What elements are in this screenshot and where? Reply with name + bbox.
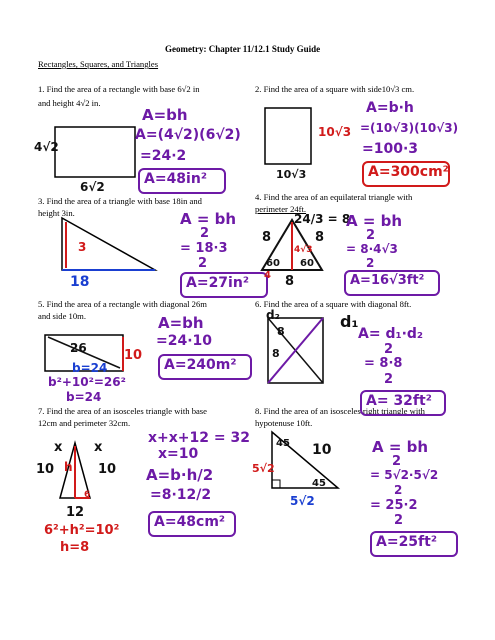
p5-diag-label: 26 — [70, 341, 87, 355]
p3-answer: A=27in² — [186, 275, 249, 291]
p1-work-3: =24·2 — [140, 148, 187, 164]
problem-7-text: 7. Find the area of an isosceles triangle with base — [38, 406, 207, 416]
p8-work-2: 2 — [392, 454, 402, 469]
p3-height-label: 3 — [78, 240, 87, 254]
page-title: Geometry: Chapter 11/12.1 Study Guide — [165, 44, 321, 54]
p6-answer: A= 32ft² — [366, 393, 432, 409]
p2-work-3: =100·3 — [362, 141, 419, 157]
p8-angle-top: 45 — [276, 438, 290, 449]
p7-below-1: 6²+h²=10² — [44, 523, 120, 538]
p8-leg-left: 5√2 — [252, 462, 275, 475]
p8-right-angle — [272, 480, 280, 488]
p2-work-1: A=b·h — [366, 100, 414, 116]
p5-below-2: b=24 — [66, 390, 102, 404]
p7-below-2: h=8 — [60, 540, 90, 555]
problem-5-text: 5. Find the area of a rectangle with diagonal 26m — [38, 299, 207, 309]
p8-work-5: = 25·2 — [370, 498, 418, 513]
p4-work-4: 2 — [366, 256, 375, 270]
p7-h-label: h — [64, 460, 73, 474]
problem-4-text-2: perimeter 24ft. — [255, 204, 307, 214]
p7-ten-right: 10 — [98, 462, 117, 477]
problem-3-text-2: height 3in. — [38, 208, 75, 218]
p8-answer: A=25ft² — [376, 534, 437, 550]
p7-x-left: x — [54, 440, 63, 455]
p6-label-a: 8 — [277, 325, 285, 338]
p3-work-1: A = bh — [180, 210, 237, 228]
p7-top-work-1: x+x+12 = 32 — [148, 430, 250, 446]
p6-work-1: A= d₁·d₂ — [358, 326, 424, 342]
problem-2-text: 2. Find the area of a square with side10√3 cm. — [255, 84, 415, 94]
problem-6-text: 6. Find the area of a square with diagonal 8ft. — [255, 299, 412, 309]
p2-work-2: =(10√3)(10√3) — [360, 121, 459, 135]
p5-work-2: =24·10 — [156, 333, 213, 349]
p4-altitude-label: 4√3 — [294, 245, 313, 255]
p8-leg-bottom: 5√2 — [290, 494, 315, 508]
p4-left-label: 8 — [262, 230, 272, 245]
problem-8-text-2: hypotenuse 10ft. — [255, 418, 313, 428]
p8-work-4: 2 — [394, 483, 403, 497]
p2-side-label: 10√3 — [318, 125, 352, 139]
p7-answer: A=48cm² — [154, 514, 226, 530]
p2-square — [265, 108, 311, 164]
p3-base-label: 18 — [70, 274, 90, 290]
p7-base-label: 12 — [66, 505, 85, 520]
p6-work-2: 2 — [384, 342, 394, 357]
p8-hyp-label: 10 — [312, 442, 332, 458]
p8-work-1: A = bh — [372, 438, 429, 456]
p6-work-3: = 8·8 — [364, 356, 403, 371]
p7-top-work-2: x=10 — [158, 446, 199, 462]
problem-3-text: 3. Find the area of a triangle with base 18in and — [38, 196, 202, 206]
p3-triangle — [62, 218, 155, 270]
p1-base-label: 6√2 — [80, 180, 105, 194]
p5-side-label: 10 — [124, 348, 143, 363]
p1-height-label: 4√2 — [34, 140, 59, 154]
p2-answer: A=300cm² — [368, 164, 449, 180]
p5-work-1: A=bh — [158, 314, 204, 332]
p3-work-3: = 18·3 — [180, 241, 228, 256]
p8-work-3: = 5√2·5√2 — [370, 468, 439, 482]
p1-work-1: A=bh — [142, 106, 188, 124]
problem-1-text: 1. Find the area of a rectangle with base 6√2 in — [38, 84, 200, 94]
p7-work-1: A=b·h/2 — [146, 466, 214, 484]
section-subtitle: Rectangles, Squares, and Triangles — [38, 59, 159, 69]
problem-1-text-2: and height 4√2 in. — [38, 98, 101, 108]
p4-right-label: 8 — [315, 230, 325, 245]
p8-angle-right: 45 — [312, 478, 326, 489]
p1-answer: A=48in² — [144, 171, 207, 187]
problem-8-text: 8. Find the area of an isosceles right triangle with — [255, 406, 425, 416]
p4-angle-right: 60 — [300, 258, 314, 269]
p4-answer: A=16√3ft² — [350, 273, 425, 288]
p4-work-2: 2 — [366, 228, 376, 243]
p7-x-right: x — [94, 440, 103, 455]
p4-work-3: = 8·4√3 — [346, 242, 398, 256]
p5-below-1: b²+10²=26² — [48, 375, 126, 389]
p6-d1-label: d₁ — [340, 312, 359, 331]
p3-work-2: 2 — [200, 226, 210, 241]
p2-bottom-label: 10√3 — [276, 168, 307, 181]
p6-d2-label: d₂ — [266, 308, 280, 322]
p4-half-label: 4 — [264, 270, 271, 281]
problem-5-text-2: and side 10m. — [38, 311, 86, 321]
p4-base-label: 8 — [285, 274, 295, 289]
p1-work-2: A=(4√2)(6√2) — [135, 127, 241, 143]
p5-b-label: b=24 — [72, 361, 108, 375]
p4-note: 24/3 = 8 — [294, 212, 351, 226]
problem-7-text-2: 12cm and perimeter 32cm. — [38, 418, 131, 428]
p6-label-b: 8 — [272, 347, 280, 360]
p4-work-1: A = bh — [346, 212, 403, 230]
p7-six-label: 6 — [84, 490, 91, 500]
p7-ten-left: 10 — [36, 462, 55, 477]
p1-rectangle — [55, 127, 135, 177]
p7-work-2: =8·12/2 — [150, 487, 212, 503]
p8-work-6: 2 — [394, 513, 404, 528]
p5-answer: A=240m² — [164, 357, 237, 373]
p4-angle-left: 60 — [266, 258, 280, 269]
p6-work-4: 2 — [384, 372, 394, 387]
problem-4-text: 4. Find the area of an equilateral triangle with — [255, 192, 413, 202]
p3-work-4: 2 — [198, 256, 208, 271]
